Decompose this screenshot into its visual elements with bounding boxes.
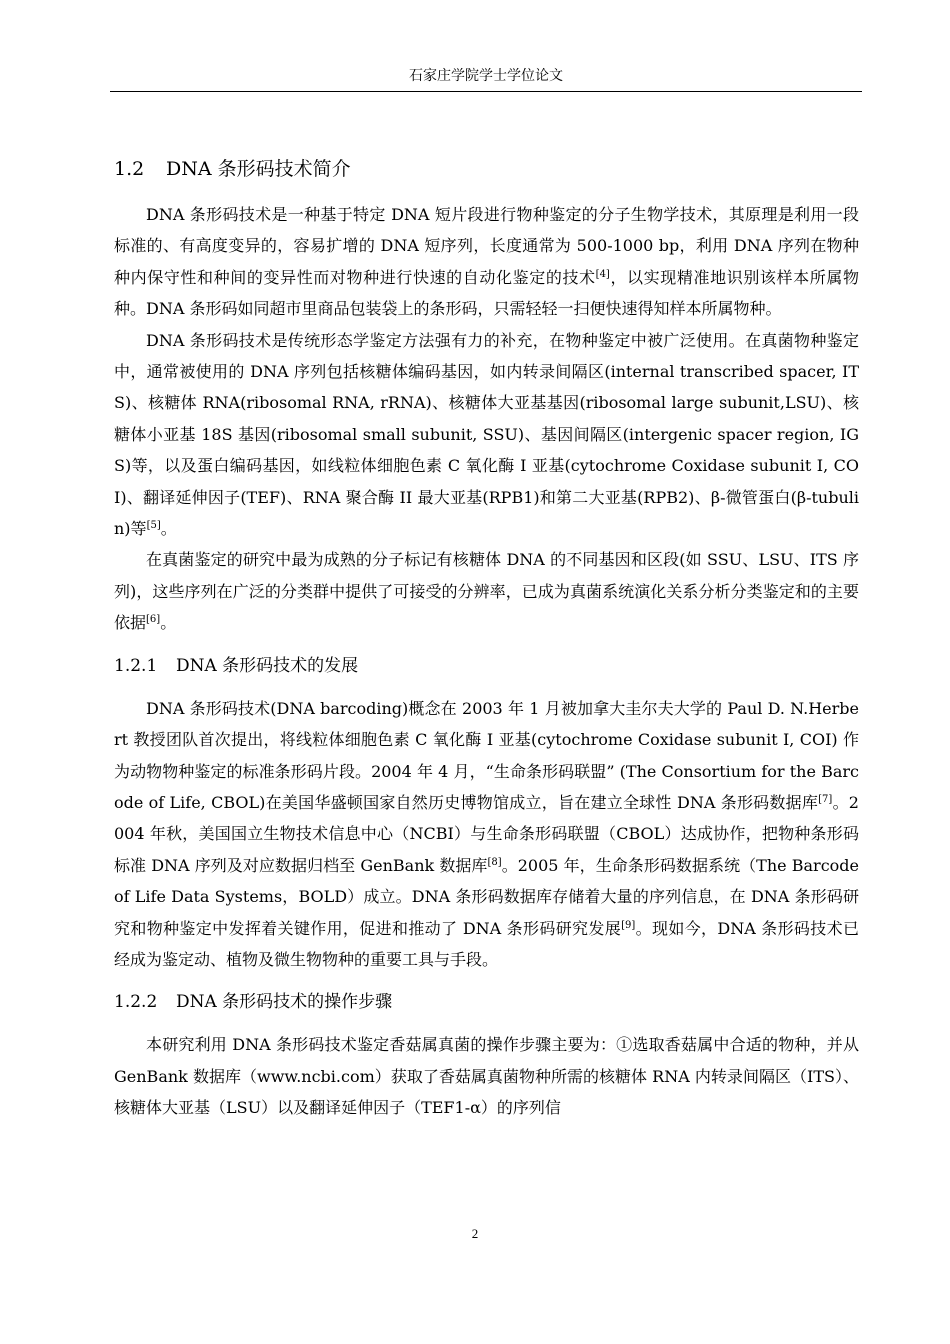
citation: [4] [595, 268, 610, 280]
paragraph-text: ，以实现精准地识别该样本所属物种。DNA 条形码如同超市里商品包装袋上的条形码，只需轻轻一扫便快速得知样本所属物种。 [114, 267, 859, 319]
paragraph [114, 544, 859, 638]
section-heading [114, 153, 859, 185]
subsection-heading [114, 651, 859, 681]
paragraph-text: DNA 条形码技术是传统形态学鉴定方法强有力的补充，在物种鉴定中被广泛使用。在真菌物种鉴定中，通常被使用的 DNA 序列包括核糖体编码基因，如内转录间隔区(internal transcribed spacer, ITS)、核糖体 RNA(ribosomal RNA, rRNA)、核糖体大亚基基因(ribosomal large subunit,LSU)、核糖体小亚基 18S 基因(ribosomal small subunit, SSU)、基因间隔区(intergenic spacer region, IGS)等，以及蛋白编码基因，如线粒体细胞色素 C 氧化酶 I 亚基(cytochrome Coxidase subunit I, COI)、翻译延伸因子(TEF)、RNA 聚合酶 II 最大亚基(RPB1)和第二大亚基(RPB2)、β-微管蛋白(β-tubulin)等 [114, 330, 859, 539]
subsection-number: 1.2.2 [114, 992, 158, 1013]
paragraph-text: DNA 条形码技术是一种基于特定 DNA 短片段进行物种鉴定的分子生物学技术，其原理是利用一段标准的、有高度变异的，容易扩增的 DNA 短序列，长度通常为 500-1000 bp，利用 DNA 序列在物种种内保守性和种间的变异性而对物种进行快速的自动化鉴定的技术 [114, 205, 859, 287]
running-header: 石家庄学院学士学位论文 [409, 68, 563, 84]
header-rule [110, 91, 862, 92]
citation: [7] [818, 793, 833, 805]
subsection-number: 1.2.1 [114, 655, 158, 676]
citation: [9] [621, 919, 636, 931]
paragraph-text: 本研究利用 DNA 条形码技术鉴定香菇属真菌的操作步骤主要为：①选取香菇属中合适的物种，并从 GenBank 数据库（www.ncbi.com）获取了香菇属真菌物种所需的核糖体 RNA 内转录间隔区（ITS）、核糖体大亚基（LSU）以及翻译延伸因子（TEF1-α）的序列信 [114, 1035, 859, 1118]
paragraph-text: 。现如今，DNA 条形码技术已经成为鉴定动、植物及微生物物种的重要工具与手段。 [114, 918, 859, 969]
paragraph-text: 在真菌鉴定的研究中最为成熟的分子标记有核糖体 DNA 的不同基因和区段(如 SSU、LSU、ITS 序列)，这些序列在广泛的分类群中提供了可接受的分辨率，已成为真菌系统演化关系分析分类鉴定和的主要依据 [114, 550, 859, 633]
citation: [8] [487, 856, 502, 868]
paragraph [114, 1029, 859, 1123]
citation: [5] [146, 520, 161, 532]
section-number: 1.2 [114, 158, 145, 180]
paragraph-text: DNA 条形码技术(DNA barcoding)概念在 2003 年 1 月被加拿大圭尔夫大学的 Paul D. N.Herbert 教授团队首次提出，将线粒体细胞色素 C 氧化酶 I 亚基(cytochrome Coxidase subunit I, COI) 作为动物物种鉴定的标准条形码片段。2004 年 4 月，“生命条形码联盟” (The Consortium for the Barcode of Life, CBOL)在美国华盛顿国家自然历史博物馆成立，旨在建立全球性 DNA 条形码数据库 [114, 698, 859, 812]
subsection-title: DNA 条形码技术的操作步骤 [176, 992, 393, 1013]
paragraph [114, 693, 859, 976]
subsection-heading [114, 987, 859, 1017]
paragraph-text: 。 [160, 519, 177, 539]
page-body [114, 153, 859, 1124]
paragraph-text: 。2005 年，生命条形码数据系统（The Barcode of Life Data Systems，BOLD）成立。DNA 条形码数据库存储着大量的序列信息，在 DNA 条形码研究和物种鉴定中发挥着关键作用，促进和推动了 DNA 条形码研究发展 [114, 855, 859, 938]
paragraph-text: 。2004 年秋，美国国立生物技术信息中心（NCBI）与生命条形码联盟（CBOL）达成协作，把物种条形码标准 DNA 序列及对应数据归档至 GenBank 数据库 [114, 792, 859, 875]
paragraph [114, 325, 859, 545]
section-title: DNA 条形码技术简介 [166, 158, 351, 180]
paragraph [114, 199, 859, 325]
citation: [6] [146, 614, 161, 626]
page-number: 2 [471, 1226, 479, 1241]
subsection-title: DNA 条形码技术的发展 [176, 655, 359, 676]
paragraph-text: 。 [160, 613, 177, 633]
